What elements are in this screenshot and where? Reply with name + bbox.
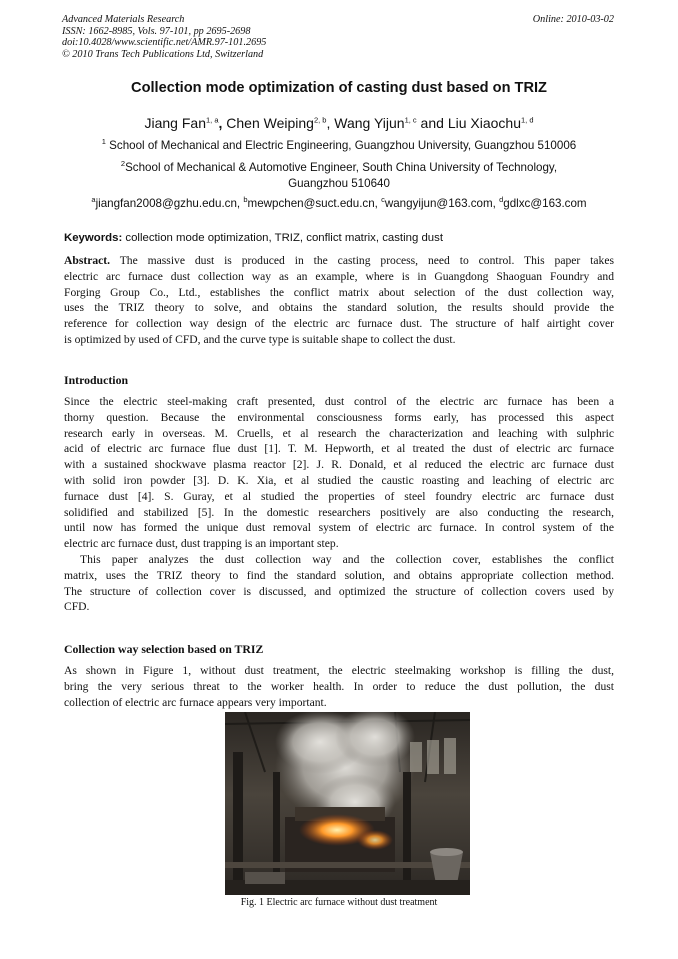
author-name: Jiang Fan [144,115,206,131]
affiliation-2 [0,160,678,192]
text-line: thorny question. Because the environmental consciousness forms early, has processed this aspect [64,410,614,424]
author-separator: , [218,115,227,131]
affiliation-text: Guangzhou 510640 [288,177,390,190]
online-date: Online: 2010-03-02 [532,14,614,25]
author-affil-sup: 2, b [313,115,327,125]
author-separator: and [416,115,448,131]
abstract-line: reference for collection way design of the electric arc furnace dust. The structure of half airtight cover [64,317,614,331]
keywords [64,232,443,244]
text-line: solidified and stabilized [5]. In the domestic researchers positively are also conducting the research, [64,505,614,519]
text-line: Since the electric steel-making craft presented, dust control of the electric arc furnace has been a [64,395,614,408]
introduction-paragraph [64,394,614,615]
abstract-line: uses the TRIZ theory to solve, and obtains the standard solution, the results should provide the [64,301,614,315]
doi-line: doi:10.4028/www.scientific.net/AMR.97-101.2695 [62,37,267,49]
author-affil-sup: 1, c [404,115,417,125]
email-address: jiangfan2008@gzhu.edu.cn, [95,197,244,210]
abstract [64,253,614,348]
text-line: with solid iron powder [3]. D. K. Xia, et al studied the caustic roasting and leaching of electric arc [64,473,614,487]
email-list [0,196,678,212]
affiliation-text: School of Mechanical and Electric Engineering, Guangzhou University, Guangzhou 510006 [105,139,577,152]
text-line: furnace dust [4]. S. Guray, et al studied the properties of steel foundry electric arc furnace dust [64,489,614,503]
affiliation-text: School of Mechanical & Automotive Engineer, South China University of Technology, [125,161,558,174]
author-affil-sup: 1, a [205,115,219,125]
section-heading-introduction: Introduction [64,373,129,387]
author-name: Chen Weiping [226,115,314,131]
section-heading-triz: Collection way selection based on TRIZ [64,642,264,656]
abstract-line: electric arc furnace dust collection way as an example, where is in Guangdong Shaoguan Foundry and [64,269,614,283]
journal-name: Advanced Materials Research [62,14,185,25]
author-list [0,115,678,131]
journal-header [62,14,266,60]
text-line: with a sustained shockwave plasma reactor [2]. J. R. Donald, et al reduced the electric arc furnace dust [64,458,614,472]
author-name: Liu Xiaochu [447,115,521,131]
text-line: collection of electric arc furnace appears very important. [64,695,327,709]
text-line: research early in overseas. M. Cruells, et al research the characterization and leaching with sulphric [64,426,614,440]
keywords-text: collection mode optimization, TRIZ, conflict matrix, casting dust [122,232,443,244]
email-sup: c [381,195,385,205]
email-sup: a [91,195,96,205]
email-address: wangyijun@163.com, [384,197,500,210]
affiliation-sup: 2 [120,159,126,169]
email-sup: b [243,195,248,205]
abstract-line: is optimized by used of CFD, and the curve type is suitable shape to collect the dust. [64,332,456,346]
paper-title: Collection mode optimization of casting dust based on TRIZ [131,80,547,96]
text-line: CFD. [64,600,90,614]
abstract-line: The massive dust is produced in the casting process, need to control. This paper takes [110,254,614,267]
section2-paragraph [64,663,614,710]
text-line: matrix, uses the TRIZ theory to find the standard solution, and obtains appropriate collection method. [64,568,614,582]
text-line: electric arc furnace dust, dust trapping is an important step. [64,537,339,551]
text-line: bring the very serious threat to the worker health. In order to reduce the dust pollution, the dust [64,679,614,693]
text-line: The structure of collection cover is discussed, and optimized the structure of collection covers used by [64,584,614,598]
copyright-line: © 2010 Trans Tech Publications Ltd, Switzerland [62,48,264,60]
author-name: Wang Yijun [334,115,405,131]
text-line: until now has formed the unique dust removal system of electric arc furnace. In control system of the [64,521,614,535]
furnace-photo [225,712,470,895]
figure-caption: Fig. 1 Electric arc furnace without dust treatment [240,897,438,908]
author-affil-sup: 1, d [520,115,534,125]
abstract-label: Abstract. [64,254,111,267]
keywords-label: Keywords: [64,232,123,244]
author-separator: , [326,115,335,131]
affiliation-1 [0,138,678,154]
affiliation-sup: 1 [101,137,106,147]
text-line: As shown in Figure 1, without dust treatment, the electric steelmaking workshop is filling the dust, [64,664,614,677]
text-line: This paper analyzes the dust collection way and the collection cover, establishes the conflict [80,552,614,566]
issn-line: ISSN: 1662-8985, Vols. 97-101, pp 2695-2698 [62,25,251,37]
text-line: acid of electric arc furnace flue dust [1]. T. M. Hepworth, et al treated the dust of electric arc furnace [64,442,614,456]
abstract-line: Forging Group Co., Ltd., establishes the conflict matrix about selection of the dust collection way, [64,285,614,299]
email-address: gdlxc@163.com [503,197,587,210]
email-sup: d [499,195,504,205]
email-address: mewpchen@suct.edu.cn, [247,197,382,210]
